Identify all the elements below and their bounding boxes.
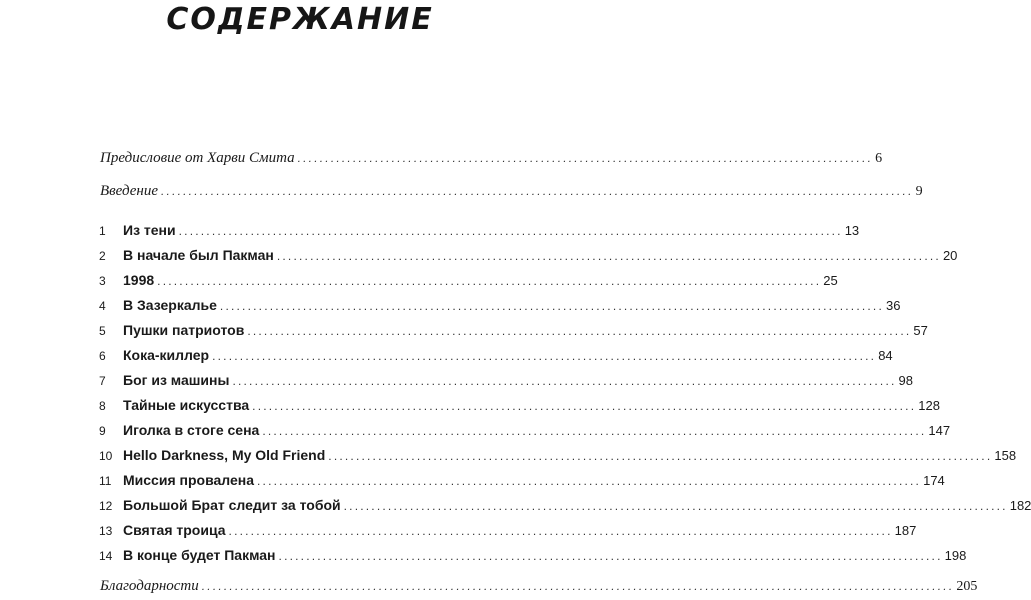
toc-chapter-12 bbox=[99, 497, 1031, 513]
chapter-number: 2 bbox=[99, 249, 106, 263]
chapter-page: 187 bbox=[894, 523, 917, 538]
chapter-title: В начале был Пакман bbox=[123, 247, 274, 263]
dot-leader: ........................................................................................................................ bbox=[262, 424, 927, 438]
dot-leader: ........................................................................................................................................ bbox=[161, 184, 914, 198]
chapter-title: Иголка в стоге сена bbox=[123, 422, 260, 438]
chapter-page: 25 bbox=[823, 273, 838, 288]
toc-chapter-10 bbox=[99, 447, 1017, 463]
chapter-number: 6 bbox=[99, 349, 106, 363]
toc-chapter-9 bbox=[99, 422, 951, 438]
chapter-title: Пушки патриотов bbox=[123, 322, 245, 338]
dot-leader: ........................................................................................................................ bbox=[278, 549, 943, 563]
chapter-page: 13 bbox=[844, 223, 860, 238]
toc-chapter-1 bbox=[99, 222, 860, 238]
toc-chapter-14 bbox=[99, 547, 967, 563]
dot-leader: ........................................................................................................................ bbox=[252, 399, 917, 413]
chapter-title: В конце будет Пакман bbox=[123, 547, 276, 563]
dot-leader: ........................................................................................................................ bbox=[212, 349, 877, 363]
chapter-number: 3 bbox=[99, 274, 106, 288]
chapter-number: 13 bbox=[99, 524, 113, 538]
toc-entry-label: Предисловие от Харви Смита bbox=[100, 150, 295, 166]
chapter-number: 5 bbox=[99, 324, 106, 338]
chapter-title: 1998 bbox=[123, 272, 155, 288]
chapter-number: 8 bbox=[99, 399, 106, 413]
toc-chapter-4 bbox=[99, 297, 901, 313]
toc-chapter-13 bbox=[99, 522, 917, 538]
dot-leader: ........................................................................................................................ bbox=[247, 324, 912, 338]
chapter-page: 36 bbox=[886, 298, 901, 313]
chapter-page: 57 bbox=[913, 323, 928, 338]
chapter-number: 9 bbox=[99, 424, 106, 438]
chapter-title: Кока-киллер bbox=[123, 347, 210, 363]
toc-chapter-7 bbox=[99, 372, 913, 388]
chapter-number: 10 bbox=[99, 449, 113, 463]
chapter-page: 98 bbox=[898, 373, 913, 388]
dot-leader: ........................................................................................................................ bbox=[232, 374, 897, 388]
toc-entry-page: 205 bbox=[956, 579, 978, 594]
chapter-title: Бог из машины bbox=[123, 372, 230, 388]
dot-leader: ........................................................................................................ bbox=[297, 151, 874, 165]
chapter-title: Из тени bbox=[123, 222, 176, 238]
dot-leader: ........................................................................................................................ bbox=[257, 474, 922, 488]
toc-chapter-5 bbox=[99, 322, 928, 338]
dot-leader: ........................................................................................................................ bbox=[157, 274, 822, 288]
chapter-title: Hello Darkness, My Old Friend bbox=[123, 447, 326, 463]
chapter-number: 11 bbox=[99, 474, 112, 488]
chapter-number: 1 bbox=[99, 224, 106, 238]
chapter-number: 4 bbox=[99, 299, 106, 313]
chapter-page: 128 bbox=[918, 398, 940, 413]
page-title: СОДЕРЖАНИЕ bbox=[166, 2, 434, 37]
chapter-page: 147 bbox=[928, 423, 951, 438]
toc-chapter-8 bbox=[99, 397, 940, 413]
toc-chapter-6 bbox=[99, 347, 893, 363]
chapter-page: 20 bbox=[942, 248, 958, 263]
dot-leader: ........................................................................................................................ bbox=[276, 249, 941, 263]
toc-entry-introduction bbox=[100, 183, 923, 200]
toc-entry-page: 9 bbox=[915, 184, 923, 199]
chapter-page: 174 bbox=[923, 473, 945, 488]
chapter-page: 182 bbox=[1009, 498, 1031, 513]
chapter-title: В Зазеркалье bbox=[123, 297, 217, 313]
chapter-number: 14 bbox=[99, 549, 113, 563]
chapter-page: 198 bbox=[944, 548, 967, 563]
toc-chapter-2 bbox=[99, 247, 958, 263]
toc-entry-foreword bbox=[100, 150, 883, 167]
toc-entry-label: Благодарности bbox=[100, 578, 199, 594]
chapter-title: Миссия провалена bbox=[123, 472, 255, 488]
chapter-title: Большой Брат следит за тобой bbox=[123, 497, 341, 513]
chapter-page: 158 bbox=[994, 448, 1017, 463]
chapter-number: 12 bbox=[99, 499, 113, 513]
dot-leader: ........................................................................................................................ bbox=[343, 499, 1008, 513]
toc-entry-label: Введение bbox=[100, 183, 158, 199]
dot-leader: ........................................................................................................................ bbox=[178, 224, 843, 238]
toc-entry-acknowledgements bbox=[100, 578, 978, 595]
dot-leader: ........................................................................................................................ bbox=[328, 449, 993, 463]
chapter-title: Тайные искусства bbox=[123, 397, 250, 413]
toc-chapter-11 bbox=[99, 472, 945, 488]
chapter-number: 7 bbox=[99, 374, 106, 388]
dot-leader: ........................................................................................................................ bbox=[219, 299, 884, 313]
chapter-page: 84 bbox=[878, 348, 893, 363]
dot-leader: ........................................................................................................................................ bbox=[201, 579, 955, 593]
dot-leader: ........................................................................................................................ bbox=[228, 524, 893, 538]
chapter-title: Святая троица bbox=[123, 522, 226, 538]
toc-chapter-3 bbox=[99, 272, 838, 288]
toc-entry-page: 6 bbox=[875, 151, 883, 166]
